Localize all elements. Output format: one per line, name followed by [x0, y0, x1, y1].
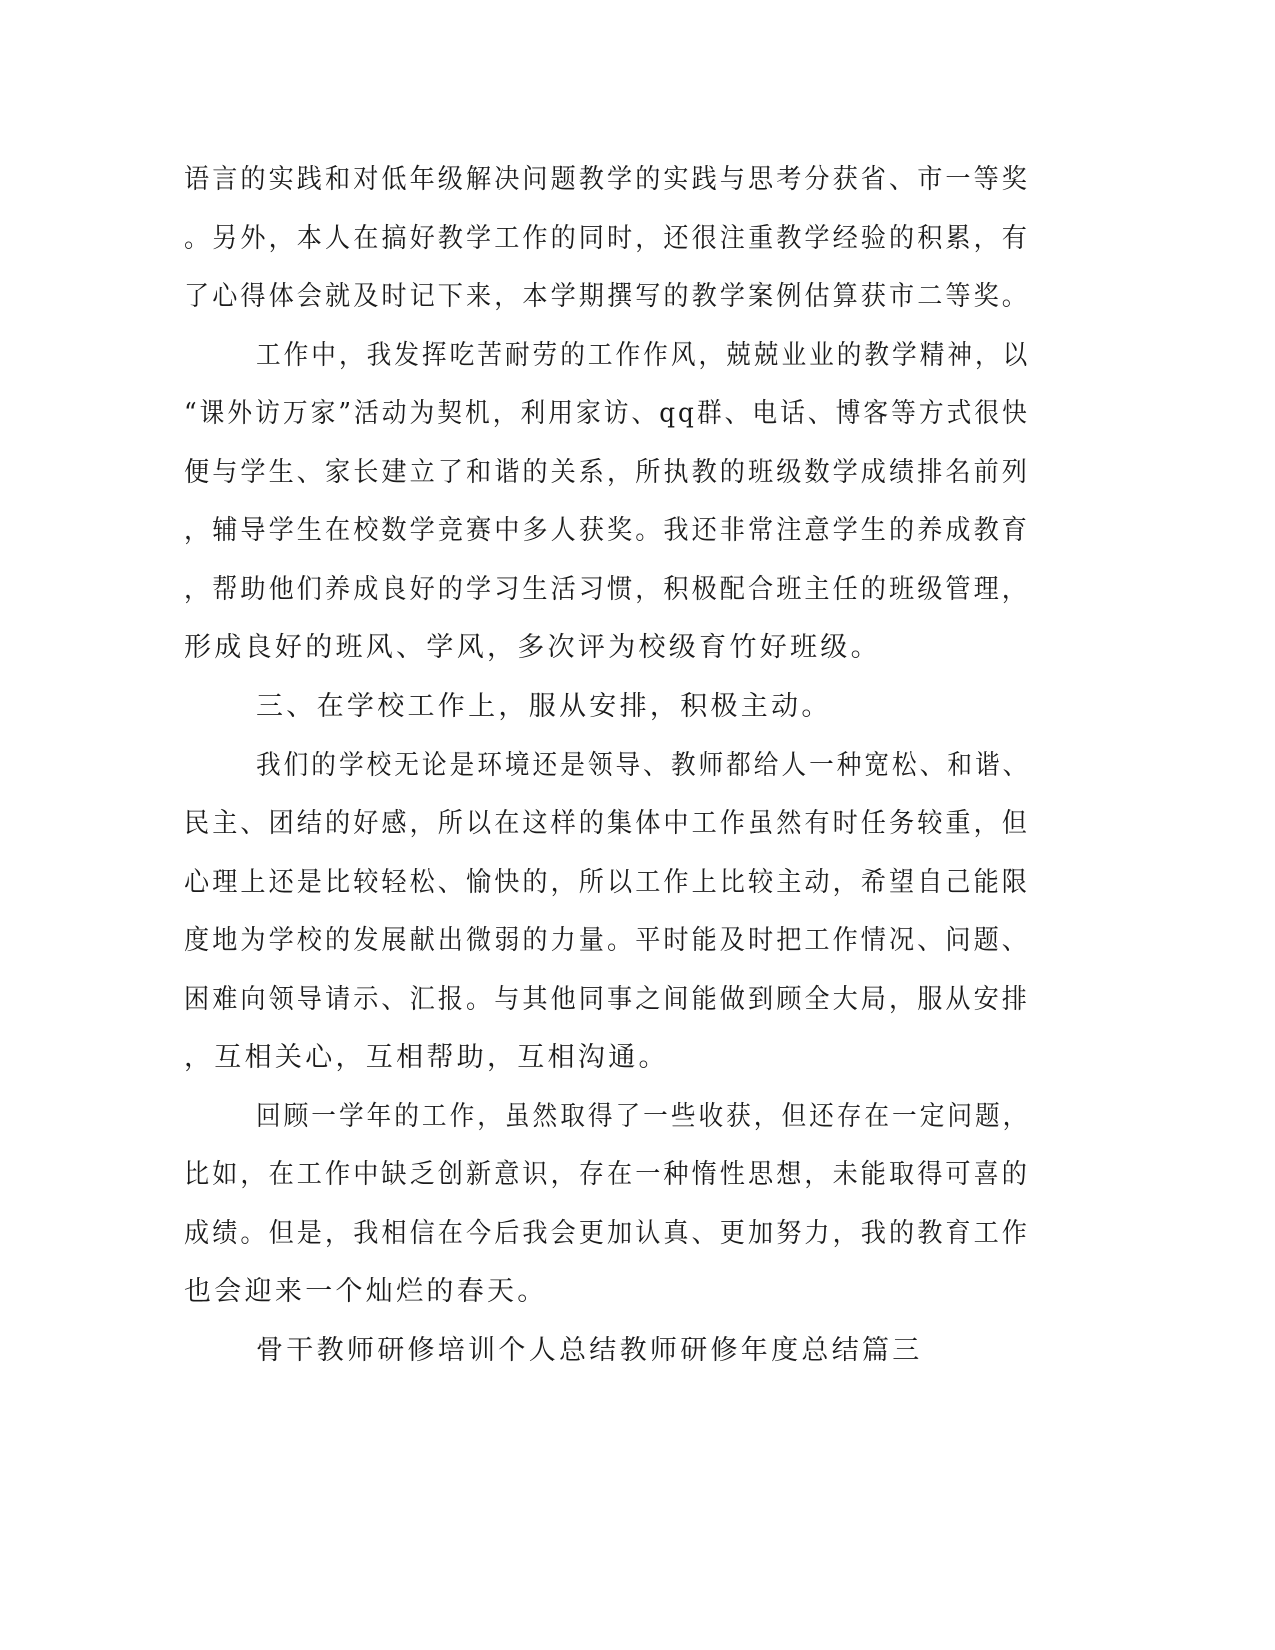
text-line: ，辅导学生在校数学竞赛中多人获奖。我还非常注意学生的养成教育 — [184, 515, 1031, 546]
section-heading: 三、在学校工作上，服从安排，积极主动。 — [256, 691, 832, 722]
text-line: ，帮助他们养成良好的学习生活习惯，积极配合班主任的班级管理， — [184, 574, 1031, 605]
text-line: “课外访万家”活动为契机，利用家访、qq群、电话、博客等方式很快 — [184, 398, 1030, 429]
text-line: 心理上还是比较轻松、愉快的，所以工作上比较主动，希望自己能限 — [184, 867, 1031, 898]
text-line: ，互相关心，互相帮助，互相沟通。 — [184, 1042, 669, 1073]
paragraph-first-line: 回顾一学年的工作，虽然取得了一些收获，但还存在一定问题， — [256, 1101, 1031, 1132]
article-title: 骨干教师研修培训个人总结教师研修年度总结篇三 — [256, 1335, 923, 1366]
text-line: 比如，在工作中缺乏创新意识，存在一种惰性思想，未能取得可喜的 — [184, 1159, 1031, 1190]
text-line: 度地为学校的发展献出微弱的力量。平时能及时把工作情况、问题、 — [184, 925, 1031, 956]
text-line: 困难向领导请示、汇报。与其他同事之间能做到顾全大局，服从安排 — [184, 984, 1031, 1015]
text-line: 。另外，本人在搞好教学工作的同时，还很注重教学经验的积累，有 — [184, 223, 1031, 254]
paragraph-first-line: 工作中，我发挥吃苦耐劳的工作作风，兢兢业业的教学精神，以 — [256, 340, 1031, 371]
text-line: 成绩。但是，我相信在今后我会更加认真、更加努力，我的教育工作 — [184, 1218, 1031, 1249]
text-line: 也会迎来一个灿烂的春天。 — [184, 1276, 548, 1307]
text-line: 形成良好的班风、学风，多次评为校级育竹好班级。 — [184, 632, 881, 663]
text-line: 民主、团结的好感，所以在这样的集体中工作虽然有时任务较重，但 — [184, 808, 1031, 839]
text-line: 语言的实践和对低年级解决问题教学的实践与思考分获省、市一等奖 — [184, 164, 1031, 195]
paragraph-first-line: 我们的学校无论是环境还是领导、教师都给人一种宽松、和谐、 — [256, 750, 1031, 781]
text-line: 便与学生、家长建立了和谐的关系，所执教的班级数学成绩排名前列 — [184, 457, 1031, 488]
text-line: 了心得体会就及时记下来，本学期撰写的教学案例估算获市二等奖。 — [184, 281, 1031, 312]
